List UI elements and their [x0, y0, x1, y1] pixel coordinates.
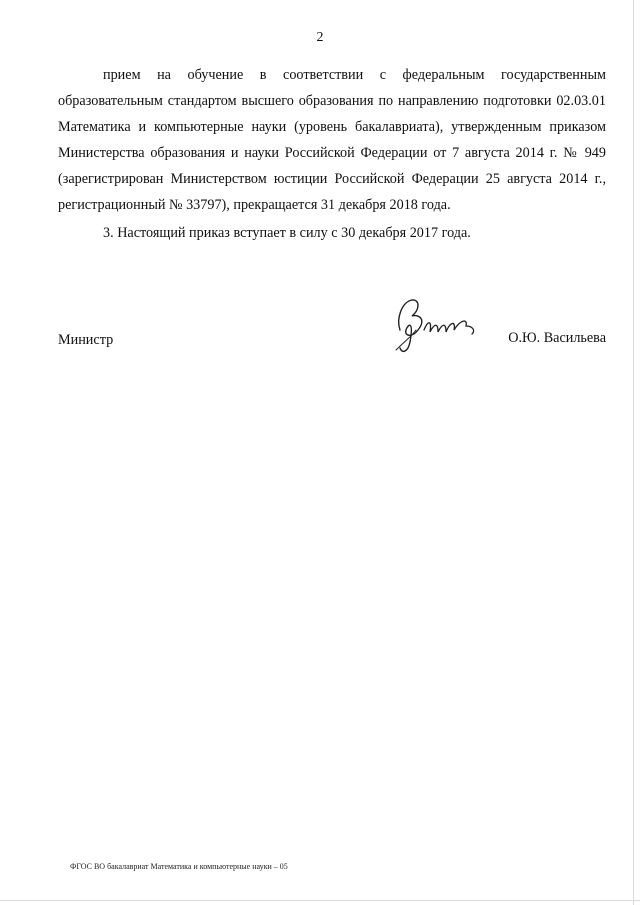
- handwritten-signature: [390, 290, 490, 360]
- document-body: [58, 62, 606, 246]
- scan-edge-right: [633, 0, 634, 905]
- paragraph-effective-date: 3. Настоящий приказ вступает в силу с 30 декабря 2017 года.: [103, 225, 471, 241]
- paragraph-termination: прием на обучение в соответствии с федеральным государственным образовательным стандартом высшего образования по направлению подготовки 02.03.01 Математика и компьютерные науки (уровень бакалавриата), утвержденным приказом Министерства образования и науки Российской Федерации от 7 августа 2014 г. № 949 (зарегистрирован Министерством юстиции Российской Федерации 25 августа 2014 г., регистрационный № 33797), прекращается 31 декабря 2018 года.: [58, 67, 606, 213]
- page-number: 2: [316, 30, 324, 45]
- scan-edge-bottom: [0, 900, 640, 901]
- signer-position: Министр: [58, 332, 114, 348]
- signature-block: [58, 290, 606, 380]
- footer-note: ФГОС ВО бакалавриат Математика и компьютерные науки – 05: [70, 862, 288, 871]
- signer-name: О.Ю. Васильева: [508, 330, 606, 346]
